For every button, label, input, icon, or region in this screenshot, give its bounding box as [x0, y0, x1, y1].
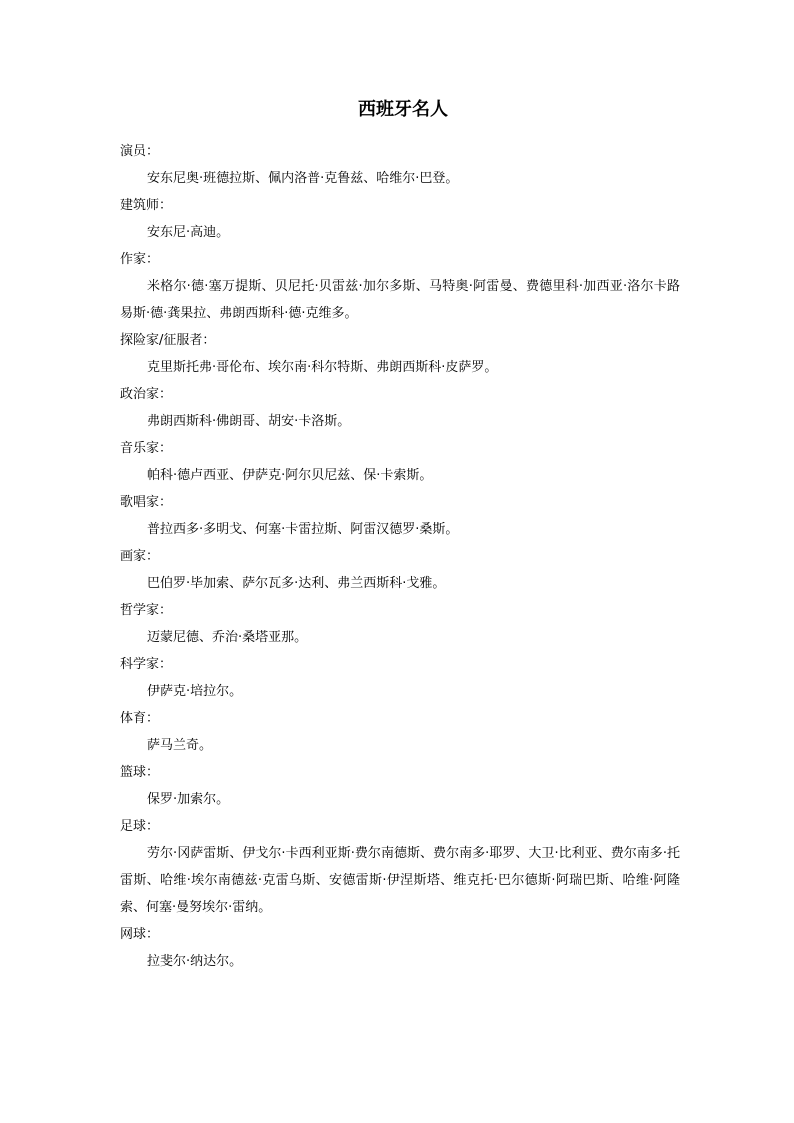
section-explorers: [120, 327, 680, 381]
section-body: 巴伯罗·毕加索、萨尔瓦多·达利、弗兰西斯科·戈雅。: [147, 576, 446, 591]
section-body: 拉斐尔·纳达尔。: [147, 954, 243, 969]
section-scientists: [120, 651, 680, 705]
section-body: 安东尼奥·班德拉斯、佩内洛普·克鲁兹、哈维尔·巴登。: [147, 171, 459, 186]
section-body: 劳尔·冈萨雷斯、伊戈尔·卡西利亚斯·费尔南德斯、费尔南多·耶罗、大卫·比利亚、费尔南多·托雷斯、哈维·埃尔南德兹·克雷乌斯、安德雷斯·伊涅斯塔、维克托·巴尔德斯·阿瑞巴斯、哈维·阿隆索、何塞·曼努埃尔·雷纳。: [120, 846, 680, 915]
section-heading: 演员：: [120, 144, 160, 159]
section-heading: 篮球：: [120, 765, 160, 780]
section-politicians: [120, 381, 680, 435]
section-body: 伊萨克·培拉尔。: [147, 684, 243, 699]
section-heading: 科学家：: [120, 657, 173, 672]
section-philosophers: [120, 597, 680, 651]
section-body: 弗朗西斯科·佛朗哥、胡安·卡洛斯。: [147, 414, 351, 429]
section-sports: [120, 705, 680, 759]
section-heading: 探险家/征服者：: [120, 333, 216, 348]
section-heading: 足球：: [120, 819, 160, 834]
section-painters: [120, 543, 680, 597]
section-body: 普拉西多·多明戈、何塞·卡雷拉斯、阿雷汉德罗·桑斯。: [147, 522, 459, 537]
section-heading: 建筑师：: [120, 198, 173, 213]
section-body: 米格尔·德·塞万提斯、贝尼托·贝雷兹·加尔多斯、马特奥·阿雷曼、费德里科·加西亚·洛尔卡路易斯·德·龚果拉、弗朗西斯科·德·克维多。: [120, 279, 680, 321]
document-page: [120, 96, 680, 975]
section-heading: 体育：: [120, 711, 160, 726]
section-heading: 网球：: [120, 927, 160, 942]
section-heading: 歌唱家：: [120, 495, 173, 510]
section-body: 帕科·德卢西亚、伊萨克·阿尔贝尼兹、保·卡索斯。: [147, 468, 433, 483]
section-heading: 作家：: [120, 252, 160, 267]
section-body: 克里斯托弗·哥伦布、埃尔南·科尔特斯、弗朗西斯科·皮萨罗。: [147, 360, 498, 375]
section-heading: 政治家：: [120, 387, 173, 402]
page-title: 西班牙名人: [358, 99, 448, 120]
section-architects: [120, 192, 680, 246]
section-musicians: [120, 435, 680, 489]
section-body: 保罗·加索尔。: [147, 792, 230, 807]
section-heading: 画家：: [120, 549, 160, 564]
section-football: [120, 813, 680, 921]
section-tennis: [120, 921, 680, 975]
section-body: 萨马兰奇。: [147, 738, 213, 753]
section-actors: [120, 138, 680, 192]
section-body: 迈蒙尼德、乔治·桑塔亚那。: [147, 630, 308, 645]
section-body: 安东尼·高迪。: [147, 225, 230, 240]
section-writers: [120, 246, 680, 327]
section-heading: 哲学家：: [120, 603, 173, 618]
section-singers: [120, 489, 680, 543]
section-basketball: [120, 759, 680, 813]
section-heading: 音乐家：: [120, 441, 173, 456]
